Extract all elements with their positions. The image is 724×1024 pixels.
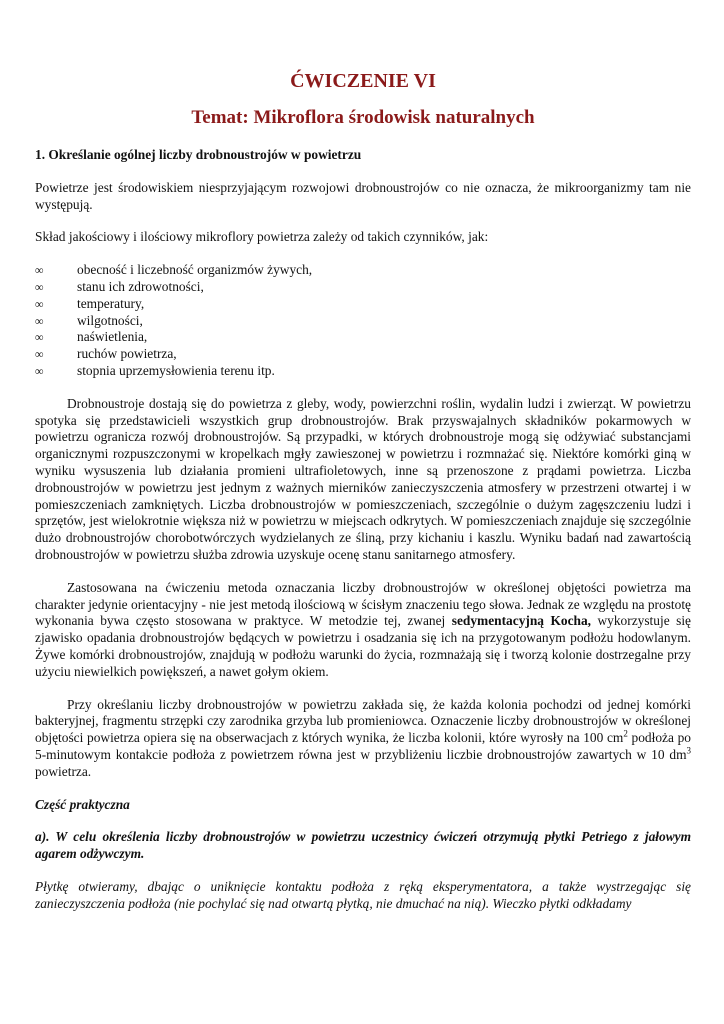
paragraph-sources: Drobnoustroje dostają się do powietrza z gleby, wody, powierzchni roślin, wydalin ludzi i zwierząt. W powietrzu spotyka się przedstawicieli wszystkich grup drobnoustrojów. Brak przyswajalnych składników pokarmowych w powietrzu ogranicza rozwój drobnoustrojów. Są przypadki, w których drobnoustroje mogą się odżywiać substancjami organicznymi rozpuszczonymi w kropelkach mgły zawieszonej w powietrzu i rozmnażać się. Niektóre komórki giną w wyniku wysuszenia lub działania promieni ultrafioletowych, inne są przenoszone z prądami powietrza. Liczba drobnoustrojów w powietrzu jest jednym z ważnych mierników zanieczyszczenia atmosfery w przestrzeni otwartej i w pomieszczeniach zamkniętych. Liczba drobnoustrojów w pomieszczeniach, szczególnie o dużym zagęszczeniu ludzi i sprzętów, jest wielokrotnie większa niż w powietrzu w miejscach odkrytych. W pomieszczeniach znajduje się szczególnie dużo drobnoustrojów chorobotwórczych wydzielanych ze śliną, przy kichaniu i kaszlu. Wyniku badań nad zawartością drobnoustrojów w powietrzu służba zdrowia uzyskuje ocenę stanu sanitarnego atmosfery. [35,395,691,562]
list-item: ∞ stopnia uprzemysłowienia terenu itp. [35,362,275,378]
document-title: ĆWICZENIE VI [290,70,436,92]
list-item: ∞ ruchów powietrza, [35,346,177,362]
infinity-bullet-icon: ∞ [35,279,44,294]
section-heading: 1. Określanie ogólnej liczby drobnoustrojów w powietrzu [35,147,362,162]
paragraph-factors-intro: Skład jakościowy i ilościowy mikroflory powietrza zależy od takich czynników, jak: [35,229,489,245]
paragraph-method: Zastosowana na ćwiczeniu metoda oznaczania liczby drobnoustrojów w określonej objętości powietrza ma charakter jedynie orientacyjny - nie jest metodą ilościową w ścisłym znaczeniu tego słowa. Jednak ze względu na prostotę wykonania bywa często stosowana w praktyce. W metodzie tej, zwanej sedymentacyjną Kocha, wykorzystuje się zjawisko opadania drobnoustrojów będących w powietrzu i osadzania się ich na przygotowanym podłożu hodowlanym. Żywe komórki drobnoustrojów, znajdują w podłożu warunki do życia, rozmnażają się i tworzą kolonie dostrzegalne przy użyciu niewielkich powiększeń, a nawet gołym okiem. [35,579,691,679]
infinity-bullet-icon: ∞ [35,330,44,345]
step-a: a). W celu określenia liczby drobnoustrojów w powietrzu uczestnicy ćwiczeń otrzymują płytki Petriego z jałowym agarem odżywczym. [35,829,691,862]
list-item: ∞ temperatury, [35,295,145,311]
document-subtitle: Temat: Mikroflora środowisk naturalnych [191,107,535,128]
list-item: ∞ naświetlenia, [35,329,148,345]
practical-heading: Część praktyczna [35,796,130,812]
list-item: ∞ stanu ich zdrowotności, [35,278,204,294]
paragraph-intro: Powietrze jest środowiskiem niesprzyjającym rozwojowi drobnoustrojów co nie oznacza, że mikroorganizmy tam nie występują. [35,179,691,212]
infinity-bullet-icon: ∞ [35,263,44,278]
paragraph-assumptions: Przy określaniu liczby drobnoustrojów w powietrzu zakłada się, że każda kolonia pochodzi od jednej komórki bakteryjnej, fragmentu strzępki czy zarodnika grzyba lub promieniowca. Oznaczenie liczby drobnoustrojów w określonej objętości powietrza opiera się na obserwacjach z których wynika, że liczba kolonii, które wyrosły na 100 $cm^2$ podłoża po 5-minutowym kontakcie podłoża z powietrzem równa jest w przybliżeniu liczbie drobnoustrojów zawartych w 10 $dm^3$ powietrza. [35,696,691,779]
paragraph-procedure: Płytkę otwieramy, dbając o uniknięcie kontaktu podłoża z ręką eksperymentatora, a także wystrzegając się zanieczyszczenia podłoża (nie pochylać się nad otwartą płytką, nie dmuchać na nią). Wieczko płytki odkładamy [35,878,691,911]
infinity-bullet-icon: ∞ [35,363,44,378]
factors-list [35,262,691,380]
list-item: ∞ wilgotności, [35,312,143,328]
infinity-bullet-icon: ∞ [35,313,44,328]
infinity-bullet-icon: ∞ [35,347,44,362]
method-name: sedymentacyjną Kocha, [451,613,592,629]
document-body [35,147,691,928]
list-item: ∞ obecność i liczebność organizmów żywych, [35,262,313,278]
infinity-bullet-icon: ∞ [35,296,44,311]
